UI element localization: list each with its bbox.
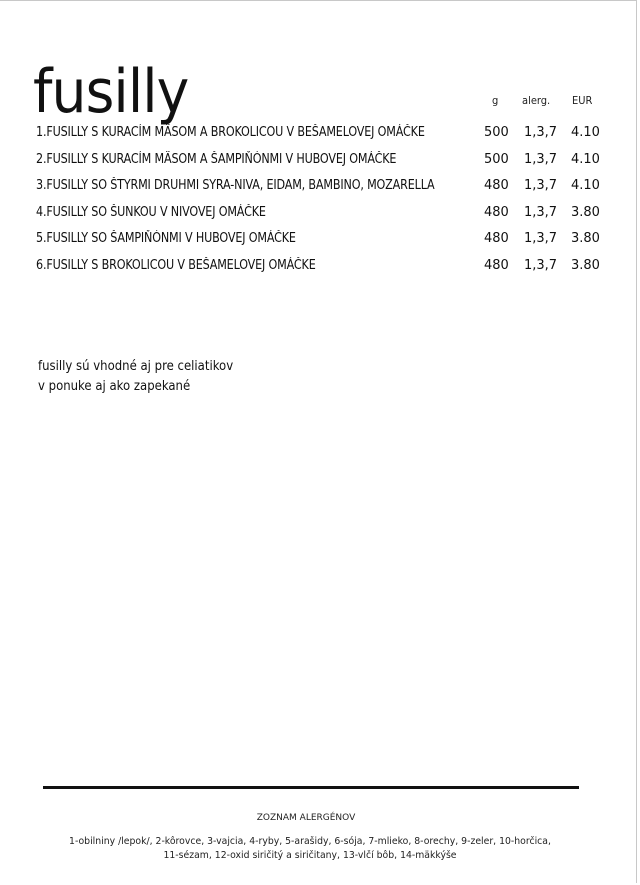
menu-item [0,120,640,147]
menu-item [0,253,640,280]
item-weight: 480 [484,231,509,246]
menu-list [0,120,640,279]
column-header-weight: g [492,94,499,107]
item-allergens: 1,3,7 [524,231,558,246]
item-price: 3.80 [571,204,600,220]
notes [38,357,255,397]
item-price: 4.10 [571,125,600,140]
item-weight: 480 [484,204,509,220]
item-allergens: 1,3,7 [524,257,558,273]
note-baked: v ponuke aj ako zapekané [38,379,191,394]
column-header-allergens: alerg. [522,94,551,107]
item-name: 5.FUSILLY SO ŠAMPIŇÓNMI V HUBOVEJ OMÁČKE [36,231,296,246]
menu-item [0,226,640,253]
item-name: 2.FUSILLY S KURACÍM MÄSOM A ŠAMPIŇÓNMI V HUBOVEJ OMÁČKE [36,151,397,167]
item-name: 1.FUSILLY S KURACÍM MÄSOM A BROKOLICOU V BEŠAMELOVEJ OMÁČKE [36,125,425,140]
item-price: 3.80 [571,257,600,273]
menu-item [0,173,640,200]
allergen-list-line: 1-obilniny /lepok/, 2-kôrovce, 3-vajcia, 4-ryby, 5-arašidy, 6-sója, 7-mlieko, 8-orechy, 9-zeler, 10-horčica, [69,836,551,847]
item-name: 6.FUSILLY S BROKOLICOU V BEŠAMELOVEJ OMÁČKE [36,257,316,273]
item-name: 4.FUSILLY SO ŠUNKOU V NIVOVEJ OMÁČKE [36,204,266,220]
menu-item [0,147,640,174]
allergen-list-title: ZOZNAM ALERGÉNOV [256,813,356,823]
item-weight: 480 [484,257,509,273]
item-price: 4.10 [571,178,600,193]
allergen-list-line: 11-sézam, 12-oxid siričitý a siričitany, 13-vlčí bôb, 14-mäkkýše [163,850,457,861]
allergen-list [50,835,571,863]
item-price: 4.10 [571,151,600,167]
item-allergens: 1,3,7 [524,151,558,167]
item-price: 3.80 [571,231,600,246]
footer-divider [43,786,579,789]
item-weight: 480 [484,178,509,193]
item-allergens: 1,3,7 [524,178,558,193]
item-name: 3.FUSILLY SO ŠTYRMI DRUHMI SYRA-NIVA, EIDAM, BAMBINO, MOZARELLA [36,178,435,193]
item-allergens: 1,3,7 [524,204,558,220]
item-weight: 500 [484,125,509,140]
page-title: fusilly [33,57,189,128]
item-weight: 500 [484,151,509,167]
note-gluten-free: fusilly sú vhodné aj pre celiatikov [38,359,234,374]
column-header-price: EUR [572,94,593,107]
item-allergens: 1,3,7 [524,125,558,140]
column-headers [0,94,640,110]
menu-item [0,200,640,227]
